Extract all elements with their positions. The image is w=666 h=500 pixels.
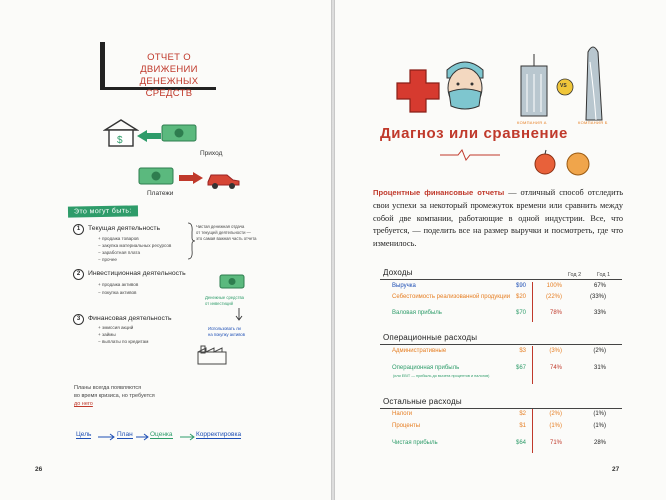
vs-label: VS	[560, 83, 567, 89]
row-label: Себестоимость реализованной продукции	[392, 294, 511, 300]
row-value-amount: $2	[519, 411, 526, 417]
activity-aside-line: от текущей деятельности —	[196, 230, 251, 235]
activity-aside-line: это самая важная часть отчета	[196, 236, 257, 241]
activity-item: выплаты по кредитам	[101, 339, 149, 344]
row-value-year2: 74%	[549, 365, 562, 371]
outgoing-money-icon	[137, 165, 177, 187]
company-a-label: КОМПАНИЯ А	[517, 120, 547, 125]
col-header-year1: Год 1	[597, 272, 611, 278]
activity-aside-line: Денежные средства	[205, 295, 244, 300]
plans-note	[74, 384, 155, 408]
flow-arrows	[98, 432, 228, 442]
plans-line: Планы всегда появляются	[74, 385, 142, 391]
activity-number: 1	[73, 224, 84, 235]
row-value-amount: $70	[515, 310, 526, 316]
car-icon	[205, 169, 241, 189]
row-value-year2: (2%)	[549, 411, 562, 417]
activity-item: закупка материальных ресурсов	[101, 243, 172, 248]
row-value-year2: (22%)	[545, 294, 562, 300]
row-value-year2: (1%)	[549, 423, 562, 429]
factory-icon	[196, 344, 230, 366]
company-b-label: КОМПАНИЯ Б	[578, 120, 608, 125]
row-label: Налоги	[392, 411, 413, 417]
activity-number: 3	[73, 314, 84, 325]
row-value-amount: $1	[519, 423, 526, 429]
row-value-amount: $3	[519, 348, 526, 354]
year2-column-rule	[532, 282, 533, 322]
row-value-year1: 67%	[593, 283, 606, 289]
flow-step-evaluation: Оценка	[150, 431, 173, 438]
row-value-amount: $90	[515, 283, 526, 289]
row-value-year1: (2%)	[593, 348, 606, 354]
activity-item: продажа товаров	[101, 236, 139, 241]
svg-text:$: $	[117, 135, 123, 146]
inflow-label: Приход	[200, 150, 223, 157]
intro-highlight: Процентные финансовые отчеты	[373, 188, 505, 197]
activity-aside-line: Чистая денежная отдача	[196, 224, 245, 229]
page-headline: Диагноз или сравнение	[380, 125, 568, 142]
activity-aside-line: от инвестиций	[205, 301, 233, 306]
flow-step-correction: Корректировка	[196, 431, 242, 438]
section-title-income: Доходы	[383, 268, 413, 277]
year2-column-rule	[532, 409, 533, 453]
flow-step-goal: Цель	[76, 431, 92, 438]
activity-item: заработная плата	[101, 250, 141, 255]
row-value-year1: 28%	[593, 440, 606, 446]
row-value-year1: 31%	[593, 365, 606, 371]
page-number-right: 27	[612, 466, 620, 473]
outflow-label: Платежи	[147, 190, 174, 197]
row-value-amount: $67	[515, 365, 526, 371]
intro-paragraph	[373, 187, 623, 251]
row-label: Административные	[392, 348, 447, 354]
brace-icon	[187, 222, 195, 260]
activity-label: Текущая деятельность	[88, 225, 161, 232]
row-label: Проценты	[392, 423, 421, 429]
section-title-other: Остальные расходы	[383, 397, 462, 406]
activity-aside-line: на покупку активов	[208, 332, 245, 337]
row-label: Чистая прибыль	[392, 440, 438, 446]
plans-line: во время кризиса, но требуется	[74, 393, 155, 399]
row-value-amount: $20	[515, 294, 526, 300]
section-divider	[380, 279, 622, 280]
row-value-year2: 71%	[549, 440, 562, 446]
row-label: Выручка	[392, 283, 416, 289]
activity-item: продажа активов	[101, 282, 139, 287]
row-value-year2: 100%	[546, 283, 562, 289]
row-label: Операционная прибыль	[392, 365, 460, 371]
activity-number: 2	[73, 269, 84, 280]
row-value-year1: (1%)	[593, 411, 606, 417]
activity-label: Финансовая деятельность	[88, 315, 172, 322]
plans-underlined: до него	[74, 401, 93, 407]
row-value-year1: 33%	[593, 310, 606, 316]
orange-icon	[563, 148, 593, 178]
row-value-year2: 78%	[549, 310, 562, 316]
bank-house-icon	[103, 118, 139, 148]
heartbeat-line-icon	[440, 148, 500, 162]
row-value-year1: (1%)	[593, 423, 606, 429]
company-b-tower-icon	[576, 42, 610, 122]
investment-money-icon	[218, 273, 246, 291]
row-label: Валовая прибыль	[392, 310, 442, 316]
arrow-down-icon	[235, 308, 243, 322]
year2-column-rule	[532, 346, 533, 384]
arrow-right-icon	[177, 172, 203, 184]
col-header-year2: Год 2	[568, 272, 582, 278]
section-divider	[380, 408, 622, 409]
can-be-heading: Это могут быть:	[68, 205, 138, 217]
activity-item: прочее	[101, 257, 117, 262]
intro-text: — отличный способ отследить свои успехи за некоторый промежуток времени или сравнить между собой две компании, работающие в одной индустрии. Все, что требуется, — поделить все на размер выручки и посмотреть, где что изменилось.	[373, 188, 623, 249]
row-value-amount: $64	[515, 440, 526, 446]
activity-label: Инвестиционная деятельность	[88, 270, 186, 277]
medical-cross-icon	[395, 68, 441, 114]
cashflow-title-frame	[100, 42, 216, 99]
page-number-left: 26	[35, 466, 43, 473]
activity-item: покупка активов	[101, 290, 137, 295]
row-value-year2: (3%)	[549, 348, 562, 354]
incoming-money-icon	[160, 122, 200, 144]
flow-step-plan: План	[117, 431, 133, 438]
activity-aside-line: Использовать ли	[208, 326, 241, 331]
page-title: ОТЧЕТ О ДВИЖЕНИИ ДЕНЕЖНЫХ СРЕДСТВ	[139, 52, 199, 99]
ebit-note: (или EBIT — прибыль до вычета процентов и налогов)	[393, 374, 490, 378]
activity-item: займы	[101, 332, 116, 337]
activity-item: эмиссия акций	[101, 325, 134, 330]
section-divider	[380, 344, 622, 345]
doctor-face-icon	[437, 52, 493, 116]
section-title-opex: Операционные расходы	[383, 333, 478, 342]
apple-icon	[531, 148, 559, 176]
arrow-left-icon	[137, 130, 163, 142]
row-value-year1: (33%)	[589, 294, 606, 300]
company-a-building-icon	[515, 52, 555, 120]
